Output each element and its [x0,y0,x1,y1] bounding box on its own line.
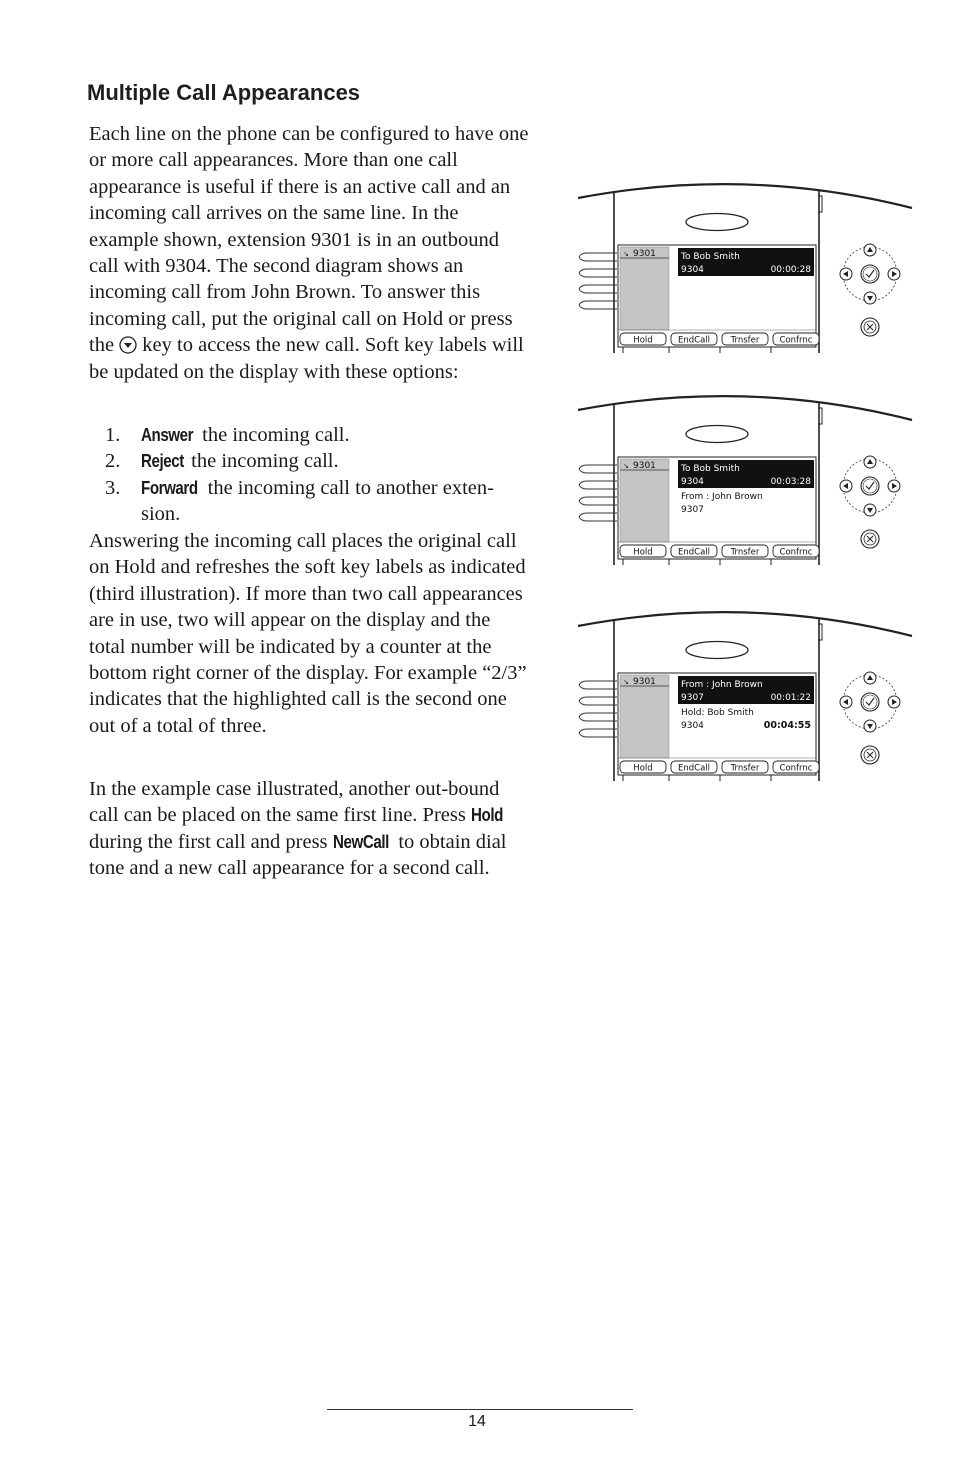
option-keyword: Answer [141,425,194,445]
softkey-label: EndCall [677,335,711,346]
list-item [105,475,529,528]
example-text: during the first call and press [89,830,333,853]
option-keyword: Reject [141,451,184,472]
softkey-label: Trnsfer [730,763,760,774]
call1-number: 9304 [681,477,704,487]
softkey-label: Hold [633,763,653,774]
intro-text: Each line on the phone can be configured to have one or more call appearances. More than one call appearance is useful if there is an active call and an incoming call arrives on the same line. In the example shown, extension 9301 is in an outbound call with 9304. The second diagram shows an incoming call from John Brown. To answer this incoming call, put the original call on Hold or press the [89,123,529,357]
down-arrow-key-icon [119,336,137,354]
line-icon: ↘ [623,250,629,258]
phone-display-3 [577,606,913,786]
softkey-label: Confrnc [779,335,813,346]
softkey-label: Hold [633,335,653,346]
call1-number: 9307 [681,693,704,703]
line-keys [579,681,617,737]
list-item [105,448,529,474]
list-number: 3. [105,476,121,499]
softkey-label: Hold [633,547,653,558]
softkey-label: Trnsfer [730,335,760,346]
nav-cluster [840,244,900,336]
line-keys [579,465,617,521]
call2-name: From : John Brown [681,492,763,502]
phone-display-1 [577,178,913,358]
option-keyword: Forward [141,477,198,498]
call1-timer: 00:01:22 [770,693,811,703]
softkey-label: Trnsfer [730,547,760,558]
line-label: 9301 [633,249,656,259]
call2-number: 9304 [681,721,704,731]
newcall-keyword: NewCall [332,831,389,852]
example-text: to obtain dial tone and a new call appearance for a second call. [89,830,507,880]
call2-number: 9307 [681,505,704,515]
options-list [105,422,529,528]
line-keys [579,253,617,309]
call1-name: To Bob Smith [681,252,740,262]
option-text: the incoming call. [186,450,339,473]
page-title: Multiple Call Appearances [87,80,361,105]
intro-paragraph [89,121,529,385]
line-label: 9301 [633,461,656,471]
nav-cluster [840,456,900,548]
call1-number: 9304 [681,265,704,275]
softkey-label: Confrnc [779,547,813,558]
call1-timer: 00:03:28 [770,477,811,487]
option-text: the incoming call to another exten-sion. [141,476,494,526]
call1-name: From : John Brown [681,680,763,690]
list-number: 2. [105,450,121,473]
softkey-label: EndCall [677,763,711,774]
phone-illustration [577,178,913,358]
option-text: the incoming call. [197,424,350,446]
phone-illustration [577,390,913,570]
page-number: 14 [468,1413,486,1430]
footer-rule [327,1409,633,1410]
nav-cluster [840,672,900,764]
call1-timer: 00:00:28 [770,265,811,275]
list-item [105,422,529,448]
phone-illustration [577,606,913,786]
example-paragraph [89,776,529,882]
hold-keyword: Hold [470,805,503,826]
call2-timer: 00:04:55 [763,720,811,731]
line-label: 9301 [633,677,656,687]
list-number: 1. [105,424,121,446]
call1-name: To Bob Smith [681,464,740,474]
phone-display-2 [577,390,913,570]
answering-paragraph: Answering the incoming call places the original call on Hold and refreshes the soft key labels as indicated (third illustration). If more than two call appearances are in use, two will appear on the display and the total number will be indicated by a counter at the bottom right corner of the display. For example “2/3” indicates that the highlighted call is the second one out of a total of three. [89,530,527,737]
line-icon: ↘ [623,678,629,686]
softkey-label: Confrnc [779,763,813,774]
softkey-label: EndCall [677,547,711,558]
call2-name: Hold: Bob Smith [681,708,754,718]
intro-text-cont: key to access the new call. Soft key labels will be updated on the display with these options: [89,334,524,383]
example-text: In the example case illustrated, another out-bound call can be placed on the same first line. Press [89,778,500,827]
line-icon: ↘ [623,462,629,470]
